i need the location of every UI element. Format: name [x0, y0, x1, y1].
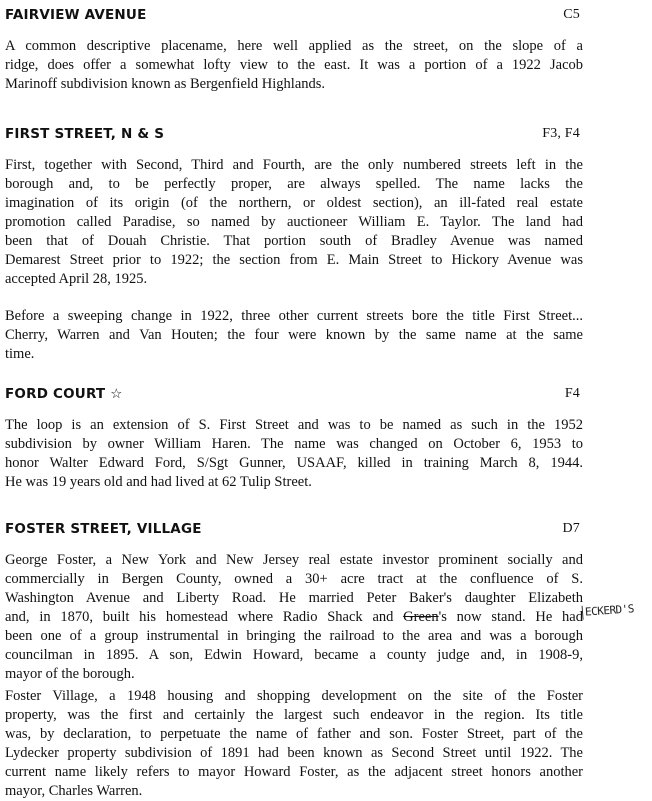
- text-line: subdivision by owner William Haren. The name was changed on October 6, 1953 to: [5, 436, 583, 452]
- entry-title: FOSTER STREET, VILLAGE: [5, 521, 202, 537]
- text-line: accepted April 28, 1925.: [5, 271, 148, 287]
- text-segment: 's now stand. He had: [438, 609, 583, 625]
- text-line: Demarest Street prior to 1922; the section from E. Main Street to Hickory Avenue was: [5, 252, 583, 268]
- text-line: commercially in Bergen County, owned a 30+ acre tract at the confluence of S.: [5, 571, 583, 587]
- entry-paragraph: [5, 156, 583, 289]
- entry-heading: [5, 5, 580, 25]
- entry-paragraph: [5, 307, 583, 364]
- text-line: George Foster, a New York and New Jersey real estate investor prominent socially and: [5, 552, 583, 568]
- text-line-with-strikethrough: [5, 608, 583, 627]
- text-line: councilman in 1895. A son, Edwin Howard, became a county judge and, in 1908-9,: [5, 647, 583, 663]
- text-line: mayor of the borough.: [5, 666, 135, 682]
- entry-paragraph: [5, 416, 583, 492]
- text-line: He was 19 years old and had lived at 62 Tulip Street.: [5, 474, 312, 490]
- text-line: A common descriptive placename, here well applied as the street, on the slope of a: [5, 38, 583, 54]
- entry-paragraph: [5, 551, 583, 684]
- text-line: Before a sweeping change in 1922, three other current streets bore the title First Street...: [5, 308, 583, 324]
- entry-title: FIRST STREET, N & S: [5, 126, 165, 142]
- handwritten-margin-note: ECKERD'S: [582, 602, 635, 620]
- map-grid-code: D7: [562, 521, 580, 536]
- text-line: been that of Douah Christie. That portion south of Bradley Avenue was named: [5, 233, 583, 249]
- text-line: Foster Village, a 1948 housing and shopping development on the site of the Foster: [5, 688, 583, 704]
- struck-word: Green: [403, 609, 439, 625]
- entry-foster-street: [5, 519, 583, 799]
- text-line: was, by declaration, to perpetuate the name of father and son. Foster Street, part of the: [5, 726, 583, 742]
- text-line: Cherry, Warren and Van Houten; the four were known by the same name at the same: [5, 327, 583, 343]
- text-line: Washington Avenue and Liberty Road. He married Peter Baker's daughter Elizabeth: [5, 590, 583, 606]
- text-line: Lydecker property subdivision of 1891 had been known as Second Street until 1922. The: [5, 745, 583, 761]
- entry-first-street: [5, 124, 583, 362]
- text-line: honor Walter Edward Ford, S/Sgt Gunner, USAAF, killed in training March 8, 1944.: [5, 455, 583, 471]
- entry-paragraph: [5, 37, 583, 94]
- text-segment: and, in 1870, built his homestead where Radio Shack and: [5, 609, 404, 625]
- text-line: been one of a group instrumental in bringing the railroad to the area and was a borough: [5, 628, 583, 644]
- text-line: promotion called Paradise, so named by auctioneer William E. Taylor. The land had: [5, 214, 583, 230]
- text-line: imagination of its origin (of the northern, or oldest section), an ill-fated real estate: [5, 195, 583, 211]
- entry-heading: [5, 124, 580, 144]
- text-line: mayor, Charles Warren.: [5, 783, 143, 799]
- map-grid-code: F4: [564, 386, 580, 401]
- text-line: ridge, does offer a somewhat lofty view to the east. It was a portion of a 1922 Jacob: [5, 57, 583, 73]
- text-line: property, was the first and certainly the largest such endeavor in the region. Its title: [5, 707, 583, 723]
- entry-title: FAIRVIEW AVENUE: [5, 7, 147, 23]
- map-grid-code: C5: [563, 7, 580, 22]
- text-line: borough and, to be perfectly proper, are always spelled. The name lacks the: [5, 176, 583, 192]
- entry-ford-court: [5, 384, 583, 490]
- entry-title: FORD COURT ☆: [5, 386, 123, 402]
- entry-heading: [5, 519, 580, 539]
- entry-fairview-avenue: [5, 5, 583, 92]
- text-line: time.: [5, 346, 35, 362]
- map-grid-code: F3, F4: [542, 126, 580, 141]
- entry-heading: [5, 384, 580, 404]
- text-line: The loop is an extension of S. First Street and was to be named as such in the 1952: [5, 417, 583, 433]
- text-line: First, together with Second, Third and Fourth, are the only numbered streets left in the: [5, 157, 583, 173]
- text-line: current name likely refers to mayor Howard Foster, as the adjacent street honors another: [5, 764, 583, 780]
- text-line: Marinoff subdivision known as Bergenfield Highlands.: [5, 76, 326, 92]
- entry-paragraph: [5, 687, 583, 801]
